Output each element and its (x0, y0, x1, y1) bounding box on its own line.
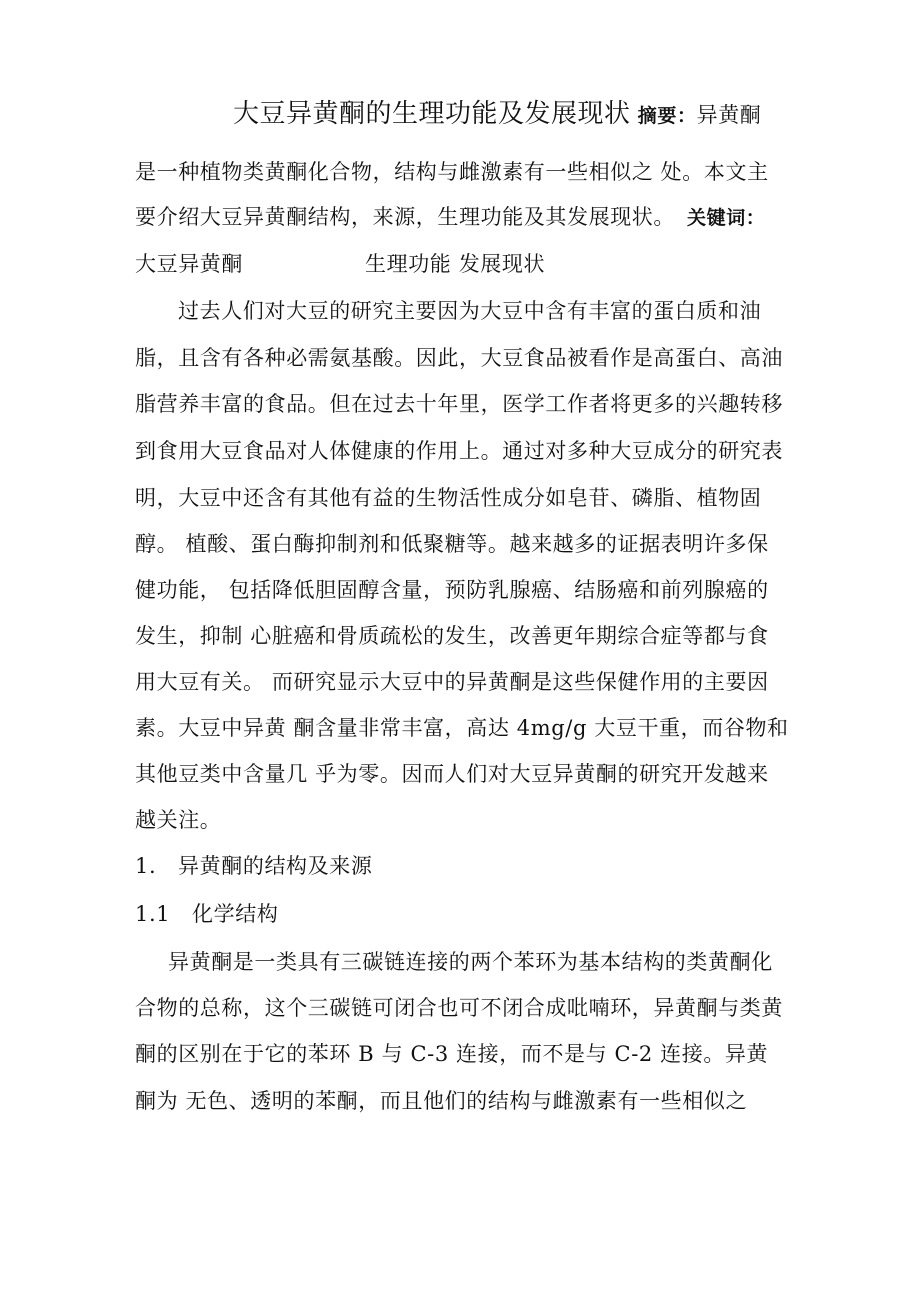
paragraph-line: 合物的总称，这个三碳链可闭合也可不闭合成吡喃环，异黄酮与类黄 (135, 996, 783, 1020)
paragraph-line: 到食用大豆食品对人体健康的作用上。通过对多种大豆成分的研究表 (135, 439, 783, 463)
paragraph-line: 脂，且含有各种必需氨基酸。因此，大豆食品被看作是高蛋白、高油 (135, 346, 783, 370)
title-line (233, 100, 761, 128)
paragraph-line: 异黄酮是一类具有三碳链连接的两个苯环为基本结构的类黄酮化 (168, 950, 773, 974)
abstract-text-start: 异黄酮 (696, 103, 762, 127)
paragraph-line: 发生，抑制 心脏癌和骨质疏松的发生，改善更年期综合症等都与食 (135, 624, 769, 648)
paragraph-line: 过去人们对大豆的研究主要因为大豆中含有丰富的蛋白质和油 (178, 299, 762, 323)
paragraph-line: 其他豆类中含量几 乎为零。因而人们对大豆异黄酮的研究开发越来 (135, 762, 769, 786)
paragraph-line: 醇。 植酸、蛋白酶抑制剂和低聚糖等。越来越多的证据表明许多保 (135, 532, 769, 556)
abstract-line: 是一种植物类黄酮化合物，结构与雌激素有一些相似之 处。本文主 (135, 160, 769, 184)
keyword: 发展现状 (458, 252, 546, 276)
subsection-heading: 1.1 化学结构 (135, 902, 279, 926)
paragraph-line: 用大豆有关。 而研究显示大豆中的异黄酮是这些保健作用的主要因 (135, 670, 769, 694)
paragraph-line: 酮为 无色、透明的苯酮，而且他们的结构与雌激素有一些相似之 (135, 1089, 748, 1113)
paragraph-line: 健功能， 包括降低胆固醇含量，预防乳腺癌、结肠癌和前列腺癌的 (135, 578, 769, 602)
abstract-label: 摘要： (637, 105, 697, 127)
keywords-label: 关键词： (687, 207, 766, 229)
abstract-text: 要介绍大豆异黄酮结构，来源，生理功能及其发展现状。 (135, 205, 675, 229)
keyword: 生理功能 (365, 252, 452, 276)
paragraph-line: 越关注。 (135, 808, 222, 832)
paragraph-line: 脂营养丰富的食品。但在过去十年里，医学工作者将更多的兴趣转移 (135, 392, 783, 416)
paragraph-line: 素。大豆中异黄 酮含量非常丰富，高达 4mg/g 大豆干重，而谷物和 (135, 716, 789, 740)
keyword: 大豆异黄酮 (135, 252, 243, 276)
paragraph-line: 明，大豆中还含有其他有益的生物活性成分如皂苷、磷脂、植物固 (135, 486, 762, 510)
paragraph-line: 酮的区别在于它的苯环 B 与 C-3 连接，而不是与 C-2 连接。异黄 (135, 1042, 769, 1066)
keywords-line (135, 250, 545, 278)
abstract-line (135, 203, 765, 231)
document-title: 大豆异黄酮的生理功能及发展现状 (233, 99, 631, 129)
section-heading: 1. 异黄酮的结构及来源 (135, 854, 373, 878)
